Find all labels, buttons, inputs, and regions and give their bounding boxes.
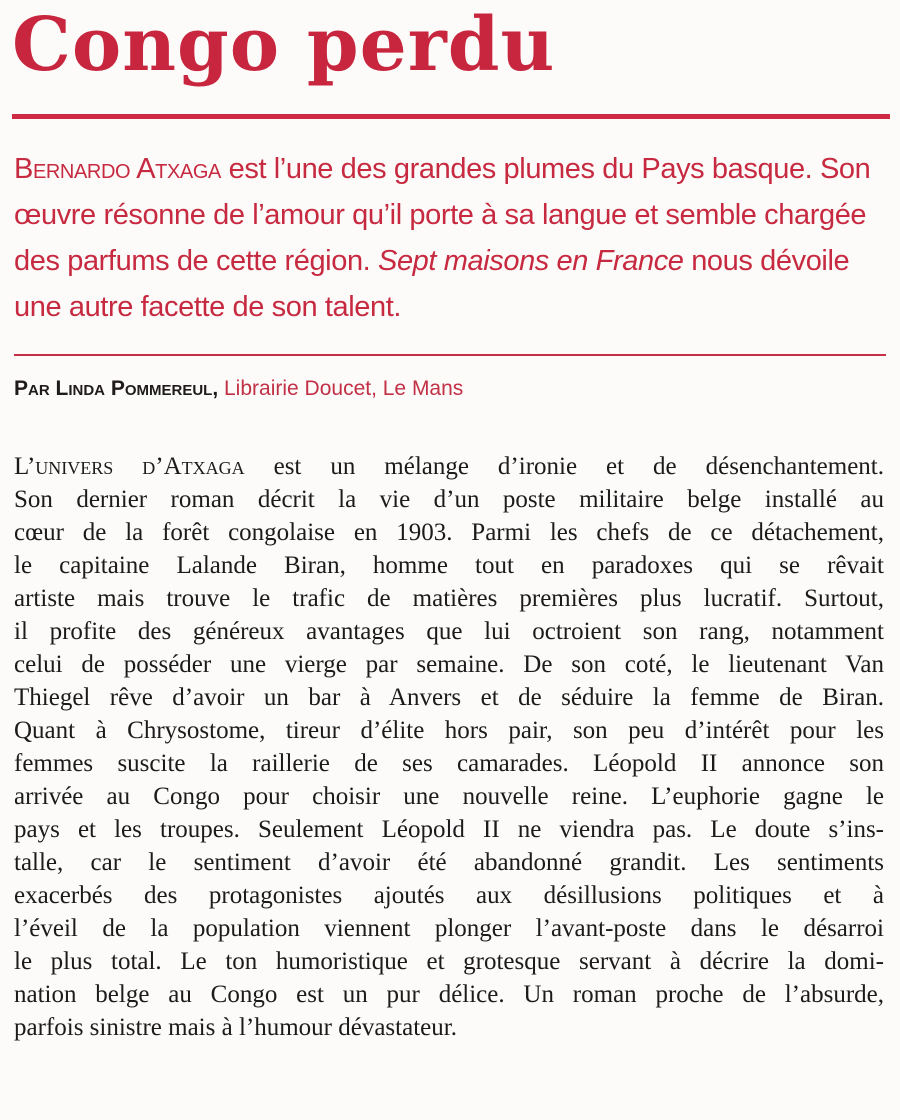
body-line: pays et les troupes. Seulement Léopold II ne viendra pas. Le doute s’ins- xyxy=(14,816,884,843)
body-line: l’éveil de la population viennent plonger l’avant-poste dans le désarroi xyxy=(14,915,884,942)
lede-book-title: Sept maisons en France xyxy=(378,245,684,277)
body-line: il profite des généreux avantages que lui octroient son rang, notamment xyxy=(14,618,884,645)
article-title: Congo perdu xyxy=(12,2,556,88)
title-divider xyxy=(12,114,890,119)
byline xyxy=(14,373,463,405)
article-lede xyxy=(14,146,890,330)
body-line: artiste mais trouve le trafic de matières premières plus lucratif. Surtout, xyxy=(14,585,884,612)
body-line: arrivée au Congo pour choisir une nouvelle reine. L’euphorie gagne le xyxy=(14,783,884,810)
body-line: cœur de la forêt congolaise en 1903. Parmi les chefs de ce détachement, xyxy=(14,519,884,546)
body-line: Thiegel rêve d’avoir un bar à Anvers et de séduire la femme de Biran. xyxy=(14,684,884,711)
body-line: talle, car le sentiment d’avoir été abandonné grandit. Les sentiments xyxy=(14,849,884,876)
lede-text-part-1: est l’une des grandes plumes du Pays basque. Son œuvre résonne de l’amour qu’il porte à sa langue et semble chargée des parfums de cette région. xyxy=(14,153,871,277)
body-line: Quant à Chrysostome, tireur d’élite hors pair, son peu d’intérêt pour les xyxy=(14,717,884,744)
body-line: exacerbés des protagonistes ajoutés aux désillusions politiques et à xyxy=(14,882,884,909)
body-line: le plus total. Le ton humoristique et grotesque servant à décrire la domi- xyxy=(14,948,884,975)
body-line: nation belge au Congo est un pur délice. Un roman proche de l’absurde, xyxy=(14,981,884,1008)
body-opening-smallcaps: L’univers d’Atxaga xyxy=(14,453,245,480)
lede-author-name: Bernardo Atxaga xyxy=(14,153,221,185)
body-line-text: est un mélange d’ironie et de désenchantement. xyxy=(244,453,884,480)
body-line: le capitaine Lalande Biran, homme tout en paradoxes qui se rêvait xyxy=(14,552,884,579)
body-line-last: parfois sinistre mais à l’humour dévastateur. xyxy=(14,1014,457,1041)
article-body xyxy=(14,450,884,1044)
byline-affiliation: Librairie Doucet, Le Mans xyxy=(218,377,464,400)
byline-author: Par Linda Pommereul, xyxy=(14,377,219,400)
body-line: celui de posséder une vierge par semaine. De son coté, le lieutenant Van xyxy=(14,651,884,678)
body-line xyxy=(14,450,884,483)
lede-divider xyxy=(14,354,886,356)
body-line: femmes suscite la raillerie de ses camarades. Léopold II annonce son xyxy=(14,750,884,777)
lede-text-part-2: nous dévoile une autre facette de son talent. xyxy=(14,245,850,323)
body-line: Son dernier roman décrit la vie d’un poste militaire belge installé au xyxy=(14,486,884,513)
